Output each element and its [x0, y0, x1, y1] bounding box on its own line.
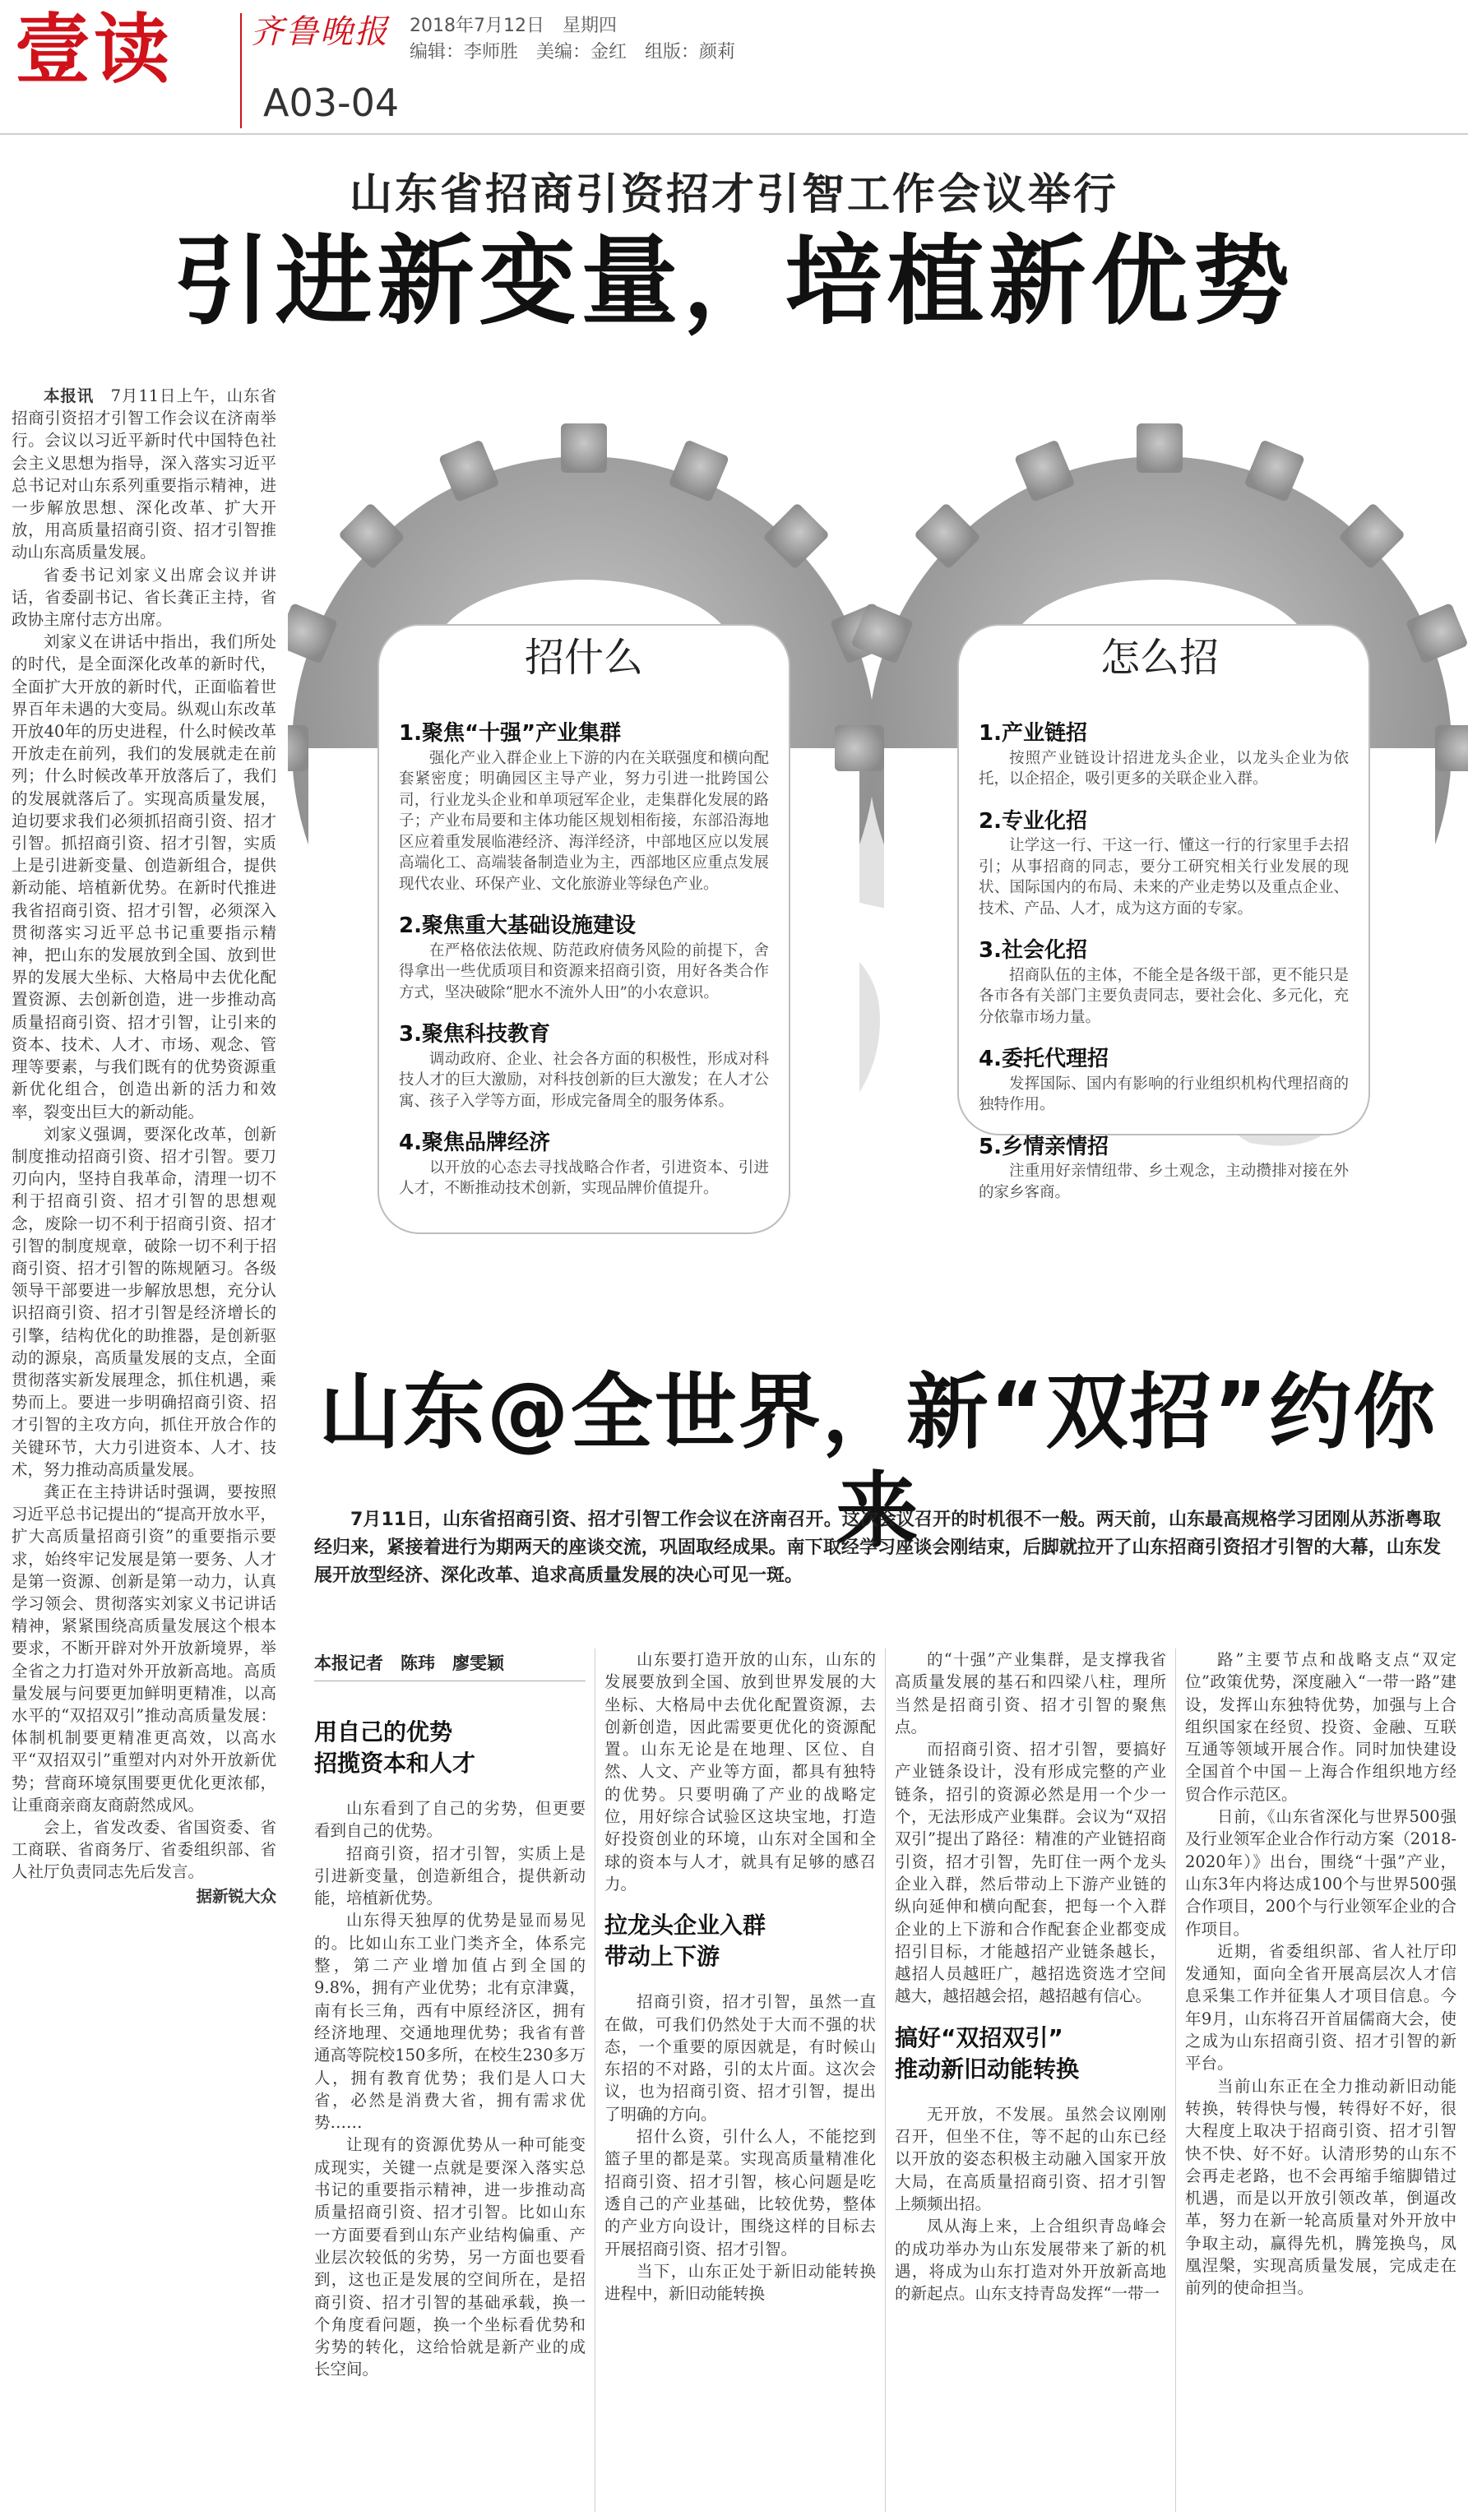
left-panel-content [399, 641, 769, 1221]
article-col1-paragraph: 山东看到了自己的劣势，但更要看到自己的优势。 [314, 1799, 586, 1841]
article-col4-paragraph: 近期，省委组织部、省人社厅印发通知，面向全省开展高层次人才信息采集工作并征集人才项目信息。今年9月，山东将召开首届儒商大会，使之成为山东招商引资、招才引智的新平台。 [1185, 1941, 1456, 2074]
column-divider [1175, 1648, 1176, 2512]
article-column-1 [314, 1702, 586, 2381]
right-item-4 [979, 1049, 1349, 1116]
infographic [288, 362, 1468, 1307]
right-gear-title: 怎么招 [1100, 635, 1219, 681]
news-source: 据新锐大众 [196, 1886, 276, 1906]
page-number: A03-04 [263, 81, 400, 125]
left-item-2-text: 在严格依法依规、防范政府债务风险的前提下，舍得拿出一些优质项目和资源来招商引资，用好各类合作方式，坚决破除“肥水不流外人田”的小农意识。 [399, 941, 769, 1001]
article-col2-paragraph: 招什么资，引什么人，不能挖到篮子里的都是菜。实现高质量精准化招商引资、招才引智，核心问题是吃透自己的产业基础，比较优势，整体的产业方向设计，围绕这样的目标去开展招商引资、招才引智。 [604, 2127, 876, 2259]
issue-date: 2018年7月12日 星期四 [410, 16, 617, 36]
article-col4-paragraph: 当前山东正在全力推动新旧动能转换，转得快与慢，转得好不好，很大程度上取决于招商引资、招才引智快不快、好不好。认清形势的山东不会再走老路，也不会再缩手缩脚错过机遇，而是以开放引领改革，倒逼改革，努力在新一轮高质量对外开放中争取主动，赢得先机，腾笼换鸟，凤凰涅槃，实现高质量发展，完成走在前列的使命担当。 [1185, 2076, 1456, 2298]
article-col3-paragraph: 无开放，不发展。虽然会议刚刚召开，但坐不住，等不起的山东已经以开放的姿态积极主动融入国家开放大局，在高质量招商引资、招才引智上频频出招。 [895, 2104, 1166, 2213]
paper-logo: 齐鲁晚报 [251, 13, 389, 51]
left-item-1-text: 强化产业入群企业上下游的内在关联强度和横向配套紧密度；明确园区主导产业，努力引进一批跨国公司，行业龙头企业和单项冠军企业，走集群化发展的路子；产业布局要和主体功能区规划相衔接，东部沿海地区应着重发展临港经济、海洋经济，中部地区应以发展高端化工、高端装备制造业为主，西部地区应重点发展现代农业、环保产业、文化旅游业等绿色产业。 [399, 749, 769, 893]
left-paragraph-1: 7月11日上午，山东省招商引资招才引智工作会议在济南举行。会议以习近平新时代中国特色社会主义思想为指导，深入落实习近平总书记对山东系列重要指示精神，进一步解放思想、深化改革、扩大开放，用高质量招商引资、招才引智推动山东高质量发展。 [12, 386, 276, 562]
article-col2-paragraph: 山东要打造开放的山东，山东的发展要放到全国、放到世界发展的大坐标、大格局中去优化配置资源，去创新创造，因此需要更优化的资源配置。山东无论是在地理、区位、自然、人文、产业等方面，都具有独特的优势。只要明确了产业的战略定位，用好综合试验区这块宝地，打造好投资创业的环境，山东对全国和全球的资本与人才，就具有足够的感召力。 [604, 1650, 876, 1893]
right-panel-content [979, 641, 1349, 1224]
article-column-3 [895, 1648, 1166, 2305]
article-col2-paragraph: 当下，山东正处于新旧动能转换进程中，新旧动能转换 [604, 2261, 876, 2304]
left-item-4 [399, 1133, 769, 1200]
right-item-1-title: 1.产业链招 [979, 721, 1087, 746]
article-col4-paragraph: 路”主要节点和战略支点“双定位”政策优势，深度融入“一带一路”建设，发挥山东独特优势，加强与上合组织国家在经贸、投资、金融、互联互通等领域开展合作。同时加快建设全国首个中国－上海合作组织地方经贸合作示范区。 [1185, 1650, 1456, 1804]
left-item-4-text: 以开放的心态去寻找战略合作者，引进资本、引进人才，不断推动技术创新，实现品牌价值提升。 [399, 1158, 769, 1197]
left-news-column [12, 385, 276, 1907]
right-item-1-text: 按照产业链设计招进龙头企业，以龙头企业为依托，以企招企，吸引更多的关联企业入群。 [979, 749, 1349, 788]
right-item-4-title: 4.委托代理招 [979, 1047, 1109, 1071]
left-item-1-title: 1.聚焦“十强”产业集群 [399, 721, 622, 746]
second-headline: 山东@全世界，新“双招”约你来 [318, 1364, 1438, 1559]
left-item-3-title: 3.聚焦科技教育 [399, 1022, 550, 1047]
left-paragraph-3: 刘家义在讲话中指出，我们所处的时代，是全面深化改革的新时代，全面扩大开放的新时代，正面临着世界百年未遇的大变局。纵观山东改革开放40年的历史进程，什么时候改革开放走在前列，我们的发展就走在前列；什么时候改革开放落后了，我们的发展就落后了。实现高质量发展，迫切要求我们必须抓招商引资、招才引智。抓招商引资、招才引智，实质上是引进新变量、创造新组合，提供新动能、培植新优势。在新时代推进我省招商引资、招才引智，必须深入贯彻落实习近平总书记重要指示精神，把山东的发展放到全国、放到世界的发展大坐标、大格局中去优化配置资源、去创新创造，进一步推动高质量招商引资、招才引智，让引来的资本、技术、人才、市场、观念、管理等要素，与我们既有的优势资源重新优化组合，创造出新的活力和效率，裂变出巨大的新动能。 [12, 632, 276, 1121]
right-item-3-text: 招商队伍的主体，不能全是各级干部，更不能只是各市各有关部门主要负责同志，要社会化、多元化，充分依靠市场力量。 [979, 966, 1349, 1026]
left-paragraph-lead [12, 385, 276, 564]
right-item-1 [979, 721, 1349, 790]
right-item-4-text: 发挥国际、国内有影响的行业组织机构代理招商的独特作用。 [979, 1075, 1349, 1113]
masthead-divider [240, 13, 242, 128]
left-paragraph-2: 省委书记刘家义出席会议并讲话，省委副书记、省长龚正主持，省政协主席付志方出席。 [12, 565, 276, 630]
article-col4-paragraph: 日前，《山东省深化与世界500强及行业领军企业合作行动方案（2018-2020年）》出台，围绕“十强”产业，山东3年内将达成100个与世界500强合作项目，200个与行业领军企业的合作项目。 [1185, 1807, 1456, 1939]
article-byline: 本报记者 陈玮 廖雯颖 [314, 1651, 586, 1681]
article-col2-paragraph: 招商引资，招才引智，虽然一直在做，可我们仍然处于大而不强的状态，一个重要的原因就是，有时候山东招的不对路，引的太片面。这次会议，也为招商引资、招才引智，提出了明确的方向。 [604, 1992, 876, 2124]
headline-subhead: 山东省招商引资招才引智工作会议举行 [349, 169, 1118, 220]
article-col3-paragraph: 的“十强”产业集群，是支撑我省高质量发展的基石和四梁八柱，理所当然是招商引资、招才引智的聚焦点。 [895, 1650, 1166, 1736]
left-paragraph-4: 刘家义强调，要深化改革，创新制度推动招商引资、招才引智。要刀刃向内，坚持自我革命，清理一切不利于招商引资、招才引智的思想观念，废除一切不利于招商引资、招才引智的制度规章，破除一切不利于招商引资、招才引智的陈规陋习。各级领导干部要进一步解放思想，充分认识招商引资、招才引智是经济增长的引擎，结构优化的助推器，是创新驱动的源泉，高质量发展的支点，全面贯彻落实新发展理念，抓住机遇，乘势而上。要进一步明确招商引资、招才引智的主攻方向，抓住开放合作的关键环节，大力引进资本、人才、技术，努力推动高质量发展。 [12, 1124, 276, 1479]
issue-staff: 编辑：李师胜 美编：金红 组版：颜莉 [410, 42, 736, 62]
left-paragraph-6: 会上，省发改委、省国资委、省工商联、省商务厅、省委组织部、省人社厅负责同志先后发言。 [12, 1818, 276, 1882]
article-col1-heading: 用自己的优势 招揽资本和人才 [314, 1718, 476, 1777]
right-item-2-title: 2.专业化招 [979, 808, 1087, 834]
article-col3-paragraph: 凤从海上来，上合组织青岛峰会的成功举办为山东发展带来了新的机遇，将成为山东打造对外开放新高地的新起点。山东支持青岛发挥“一带一 [895, 2217, 1166, 2304]
left-item-2 [399, 913, 769, 1003]
right-item-5-title: 5.乡情亲情招 [979, 1134, 1109, 1159]
article-column-2 [604, 1648, 876, 2305]
left-item-4-title: 4.聚焦品牌经济 [399, 1131, 550, 1155]
right-item-5 [979, 1134, 1349, 1204]
article-col2-heading: 拉龙头企业入群 带动上下游 [604, 1912, 766, 1971]
right-item-2 [979, 808, 1349, 920]
article-col1-paragraph: 让现有的资源优势从一种可能变成现实，关键一点就是要深入落实总书记的重要指示精神，进一步推动高质量招商引资、招才引智。比如山东一方面要看到山东产业结构偏重、产业层次较低的劣势，另一方面也要看到，这也正是发展的空间所在，是招商引资、招才引智的基础承载，换一个角度看问题，换一个坐标看优势和劣势的转化，这给恰就是新产业的成长空间。 [314, 2135, 586, 2379]
left-item-3 [399, 1024, 769, 1112]
left-item-2-title: 2.聚焦重大基础设施建设 [399, 913, 636, 938]
left-item-1 [399, 721, 769, 895]
right-item-3-title: 3.社会化招 [979, 938, 1087, 963]
left-item-3-text: 调动政府、企业、社会各方面的积极性，形成对科技人才的巨大激励，对科技创新的巨大激发；在人才公寓、孩子入学等方面，形成完备周全的服务体系。 [399, 1050, 769, 1110]
right-item-2-text: 让学这一行、干这一行、懂这一行的行家里手去招引；从事招商的同志，要分工研究相关行业发展的现状、国际国内的布局、未来的产业走势以及重点企业、技术、产品、人才，成为这方面的专家。 [979, 837, 1349, 918]
article-col1-paragraph: 招商引资，招才引智，实质上是引进新变量，创造新组合，提供新动能，培植新优势。 [314, 1843, 586, 1908]
lead-label: 本报讯 [44, 386, 95, 405]
right-item-5-text: 注重用好亲情纽带、乡土观念，主动攒排对接在外的家乡客商。 [979, 1163, 1349, 1201]
right-item-3 [979, 938, 1349, 1028]
left-gear-title: 招什么 [524, 635, 643, 681]
article-column-4 [1185, 1648, 1456, 2300]
article-intro: 7月11日，山东省招商引资、招才引智工作会议在济南召开。这次会议召开的时机很不一般。两天前，山东最高规格学习团刚从苏浙粤取经归来，紧接着进行为期两天的座谈交流，巩固取经成果。南下取经学习座谈会刚结束，后脚就拉开了山东招商引资招才引智的大幕，山东发展开放型经济、深化改革、追求高质量发展的决心可见一斑。 [314, 1510, 1441, 1586]
article-col1-paragraph: 山东得天独厚的优势是显而易见的。比如山东工业门类齐全，体系完整，第二产业增加值占到全国的9.8%，拥有产业优势；北有京津冀，南有长三角，西有中原经济区，拥有经济地理、交通地理优势；我省有普通高等院校150多所，在校生230多万人，拥有教育优势；我们是人口大省，必然是消费大省，拥有需求优势…… [314, 1911, 586, 2133]
left-paragraph-5: 龚正在主持讲话时强调，要按照习近平总书记提出的“提高开放水平，扩大高质量招商引资”的重要指示要求，始终牢记发展是第一要务、人才是第一资源、创新是第一动力，认真学习领会、贯彻落实刘家义书记讲话精神，紧紧围绕高质量发展这个根本要求，不断开辟对外开放新境界，举全省之力打造对外开放新高地。高质量发展与问要更加鲜明更精准，以高水平的“双招双引”推动高质量发展：体制机制要更精准更高效，以高水平“双招双引”重塑对内对外开放新优势；营商环境氛围要更优化更浓郁，让重商亲商友商蔚然成风。 [12, 1482, 276, 1815]
main-headline: 引进新变量，培植新优势 [173, 224, 1295, 338]
article-col3-heading: 搞好“双招双引” 推动新旧动能转换 [895, 2023, 1080, 2083]
masthead-title: 壹读 [15, 6, 174, 94]
column-divider [885, 1648, 886, 2512]
article-col3-paragraph: 而招商引资、招才引智，要搞好产业链条设计，没有形成完整的产业链条，招引的资源必然是用一个少一个，无法形成产业集群。会议为“双招双引”提出了路径：精准的产业链招商引资，招才引智，先盯住一两个龙头企业入群，然后带动上下游产业链的纵向延伸和横向配套，把每一个入群企业的上下游和合作配套企业都变成招引目标，才能越招产业链条越长，越招人员越旺广，越招选资选才空间越大，越招越会招，越招越有信心。 [895, 1740, 1166, 2006]
header-divider [0, 133, 1468, 135]
